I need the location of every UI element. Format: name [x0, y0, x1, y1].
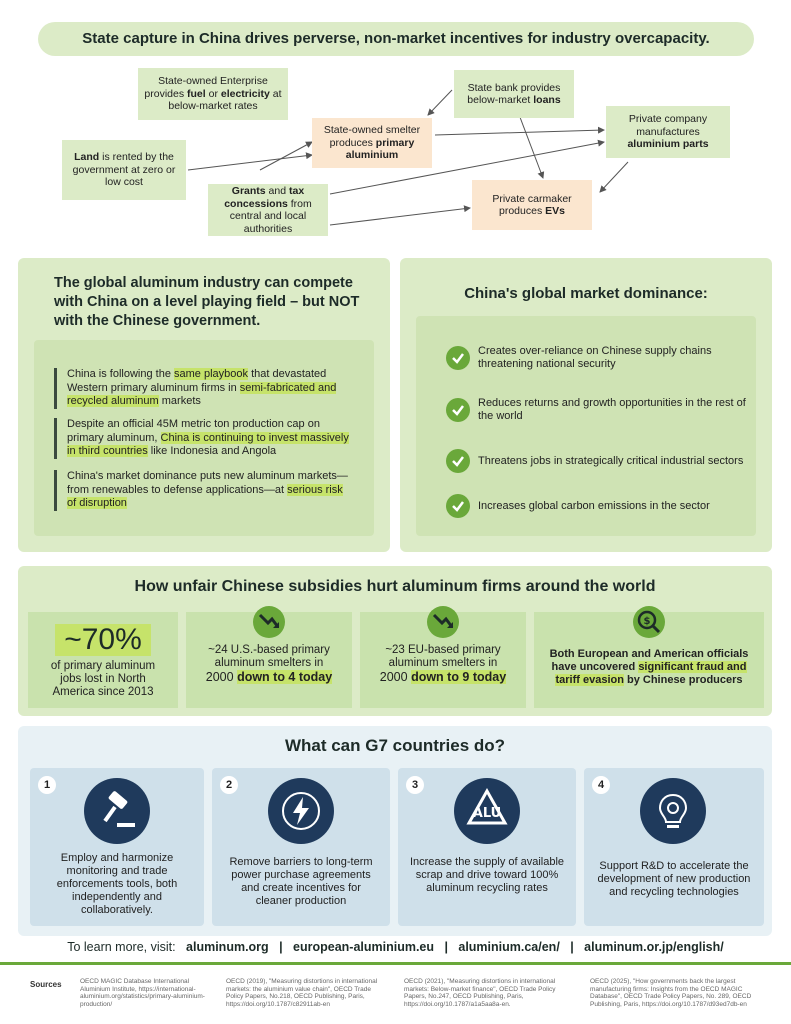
right-panel-title: China's global market dominance: [464, 285, 708, 302]
smelter-box: State-owned smelter produces primary aluminium [312, 118, 432, 168]
bullet-2: Despite an official 45M metric ton production cap on primary aluminum, China is continuing to invest massively in third countries like Indonesia and Angola [54, 418, 354, 459]
sources-label: Sources [30, 980, 62, 989]
svg-text:ALU: ALU [472, 806, 502, 821]
divider [0, 962, 791, 965]
carmaker-box: Private carmaker produces EVs [472, 180, 592, 230]
checkmark-icon [446, 398, 470, 422]
g7-item-3: 3 ALU Increase the supply of available scrap and drive toward 100% aluminum recycling rates [398, 768, 576, 926]
lightbulb-gear-icon [640, 778, 706, 844]
page-title: State capture in China drives perverse, non-market incentives for industry overcapacity. [38, 22, 754, 56]
checkmark-icon [446, 449, 470, 473]
dominance-item-3: Threatens jobs in strategically critical industrial sectors [446, 449, 746, 473]
dollar-magnifier-icon [633, 606, 665, 638]
private-company-box: Private company manufactures aluminium parts [606, 106, 730, 158]
g7-item-1: 1 Employ and harmonize monitoring and trade enforcements tools, both independently and collaboratively. [30, 768, 204, 926]
recycle-icon [454, 778, 520, 844]
dominance-item-2: Reduces returns and growth opportunities in the rest of the world [446, 397, 746, 423]
step-number: 4 [592, 776, 610, 794]
bullet-3: China's market dominance puts new aluminum markets—from renewables to defense applications—at serious risk of disruption [54, 470, 354, 511]
checkmark-icon [446, 346, 470, 370]
g7-title: What can G7 countries do? [284, 736, 506, 755]
source-2: OECD (2019), "Measuring distortions in international markets: the aluminium value chain", OECD Trade Policy Papers, No.218, OECD Publishing, Paris, https://doi.org/10.1787/c82911ab-en [226, 978, 378, 1008]
link-european-aluminium[interactable]: european-aluminium.eu [293, 940, 435, 954]
source-3: OECD (2021), "Measuring distortions in international markets: Below-market finance", OECD Trade Policy Papers, No.247, OECD Publishing, Paris, https://doi.org/10.1787/a1a5aa8a-en. [404, 978, 556, 1008]
checkmark-icon [446, 494, 470, 518]
trend-down-icon [427, 606, 459, 638]
bullet-1: China is following the same playbook that devastated Western primary aluminum firms in semi-fabricated and recycled aluminum markets [54, 368, 354, 409]
stat-fraud: $ Both European and American officials have uncovered significant fraud and tariff evasion by Chinese producers [534, 612, 764, 708]
subsidies-title: How unfair Chinese subsidies hurt aluminum firms around the world [134, 578, 656, 595]
learn-more: To learn more, visit: aluminum.org | european-aluminium.eu | aluminium.ca/en/ | aluminum.or.jp/english/ [67, 940, 724, 954]
source-1: OECD MAGIC Database International Aluminium Institute, https://international-aluminium.org/statistics/primary-aluminium-production/ [80, 978, 205, 1008]
stat-eu-smelters: ~23 EU-based primary aluminum smelters in 2000 down to 9 today [360, 612, 526, 708]
soe-box: State-owned Enterprise provides fuel or electricity at below-market rates [138, 68, 288, 120]
source-4: OECD (2025), "How governments back the largest manufacturing firms: Insights from the OECD MAGIC Database", OECD Trade Policy Papers, No. 289, OECD Publishing, Paris, https://doi.org/10.1787/d93ed7db-en [590, 978, 752, 1008]
dominance-item-4: Increases global carbon emissions in the sector [446, 494, 746, 518]
g7-item-4: 4 Support R&D to accelerate the development of new production and recycling technologies [584, 768, 764, 926]
step-number: 2 [220, 776, 238, 794]
grants-box: Grants and tax concessions from central and local authorities [208, 184, 328, 236]
link-aluminum-org[interactable]: aluminum.org [186, 940, 269, 954]
dominance-item-1: Creates over-reliance on Chinese supply chains threatening national security [446, 345, 746, 371]
lightning-icon [268, 778, 334, 844]
stat-us-smelters: ~24 U.S.-based primary aluminum smelters in 2000 down to 4 today [186, 612, 352, 708]
left-panel-title: The global aluminum industry can compete with China on a level playing field – but NOT with the Chinese government. [54, 275, 360, 329]
stat-jobs-lost: ~70% of primary aluminum jobs lost in North America since 2013 [28, 612, 178, 708]
link-aluminum-jp[interactable]: aluminum.or.jp/english/ [584, 940, 724, 954]
g7-item-2: 2 Remove barriers to long-term power purchase agreements and create incentives for cleaner production [212, 768, 390, 926]
land-box: Land is rented by the government at zero or low cost [62, 140, 186, 200]
step-number: 3 [406, 776, 424, 794]
link-aluminium-ca[interactable]: aluminium.ca/en/ [458, 940, 560, 954]
trend-down-icon [253, 606, 285, 638]
step-number: 1 [38, 776, 56, 794]
bank-box: State bank provides below-market loans [454, 70, 574, 118]
gavel-icon [84, 778, 150, 844]
svg-text:$: $ [643, 616, 651, 627]
